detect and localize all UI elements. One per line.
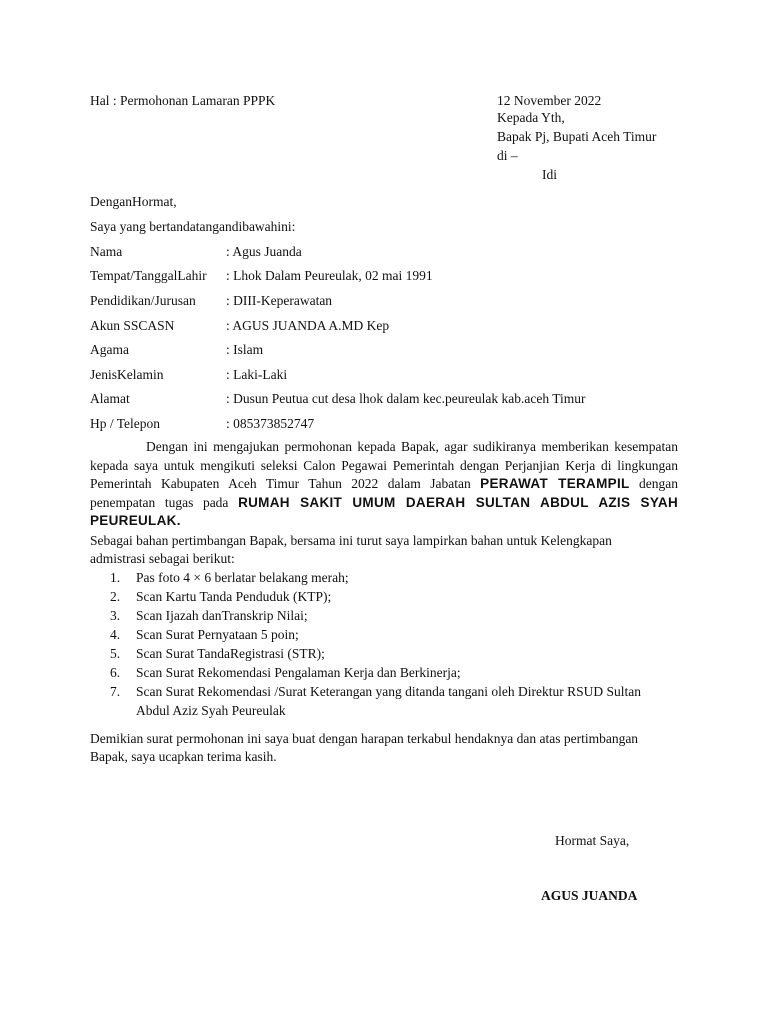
field-value: : Islam — [226, 342, 264, 357]
field-value: : Laki-Laki — [226, 367, 288, 382]
list-item: Scan Ijazah danTranskrip Nilai; — [136, 608, 308, 623]
recipient-line-3: di – — [497, 148, 518, 163]
field-label: Hp / Telepon — [90, 416, 161, 431]
field-label: Pendidikan/Jurusan — [90, 293, 196, 308]
application-paragraph — [90, 438, 678, 531]
placement-location: RUMAH SAKIT UMUM DAERAH SULTAN ABDUL AZIS SYAH PEUREULAK. — [90, 494, 679, 528]
recipient-city: Idi — [542, 167, 557, 182]
field-value: : DIII-Keperawatan — [226, 293, 333, 308]
field-label: Akun SSCASN — [90, 318, 175, 333]
paragraph-text: Dengan ini mengajukan permohonan kepada Bapak, agar sudikiranya memberikan kesempatan kepada saya untuk mengikuti seleksi Calon Pegawai Pemerintah dengan Perjanjian Kerja di lingkungan Pemerintah Kabupaten Aceh Timur Tahun 2022 dalam Jabatan — [90, 439, 678, 491]
field-label: JenisKelamin — [90, 367, 164, 382]
closing-line-2: Bapak, saya ucapkan terima kasih. — [90, 749, 277, 764]
list-number: 3. — [110, 608, 121, 623]
attachment-intro-2: admistrasi sebagai berikut: — [90, 551, 235, 566]
list-number: 6. — [110, 665, 121, 680]
signatory-name: AGUS JUANDA — [541, 888, 638, 903]
position-title: PERAWAT TERAMPIL — [480, 476, 630, 491]
list-item: Scan Surat Rekomendasi /Surat Keterangan yang ditanda tangani oleh Direktur RSUD Sultan — [136, 684, 642, 699]
list-item: Pas foto 4 × 6 berlatar belakang merah; — [136, 570, 349, 585]
field-label: Nama — [90, 244, 123, 259]
field-value: : Dusun Peutua cut desa lhok dalam kec.peureulak kab.aceh Timur — [226, 391, 586, 406]
list-item: Scan Surat Rekomendasi Pengalaman Kerja dan Berkinerja; — [136, 665, 461, 680]
field-value: : Lhok Dalam Peureulak, 02 mai 1991 — [226, 268, 433, 283]
subject-line: Hal : Permohonan Lamaran PPPK — [90, 93, 276, 108]
attachment-intro-1: Sebagai bahan pertimbangan Bapak, bersama ini turut saya lampirkan bahan untuk Kelengkapan — [90, 533, 612, 548]
list-item: Scan Kartu Tanda Penduduk (KTP); — [136, 589, 332, 604]
list-number: 2. — [110, 589, 121, 604]
field-value: : 085373852747 — [226, 416, 315, 431]
recipient-line-1: Kepada Yth, — [497, 110, 565, 125]
field-label: Tempat/TanggalLahir — [90, 268, 207, 283]
list-item: Scan Surat Pernyataan 5 poin; — [136, 627, 299, 642]
list-item: Scan Surat TandaRegistrasi (STR); — [136, 646, 325, 661]
recipient-line-2: Bapak Pj, Bupati Aceh Timur — [497, 129, 657, 144]
field-label: Alamat — [90, 391, 130, 406]
closing-line-1: Demikian surat permohonan ini saya buat dengan harapan terkabul hendaknya dan atas pertimbangan — [90, 731, 639, 746]
paragraph-text-mid: dengan penempatan tugas pada — [90, 476, 679, 510]
field-label: Agama — [90, 342, 129, 357]
intro-line: Saya yang bertandatangandibawahini: — [90, 219, 296, 234]
field-value: : AGUS JUANDA A.MD Kep — [226, 318, 390, 333]
list-number: 7. — [110, 684, 121, 699]
list-number: 5. — [110, 646, 121, 661]
field-value: : Agus Juanda — [226, 244, 302, 259]
list-number: 1. — [110, 570, 121, 585]
signature-salutation: Hormat Saya, — [555, 833, 630, 848]
letter-date: 12 November 2022 — [497, 93, 602, 108]
list-number: 4. — [110, 627, 121, 642]
greeting: DenganHormat, — [90, 194, 177, 209]
list-item-continuation: Abdul Aziz Syah Peureulak — [136, 703, 286, 718]
